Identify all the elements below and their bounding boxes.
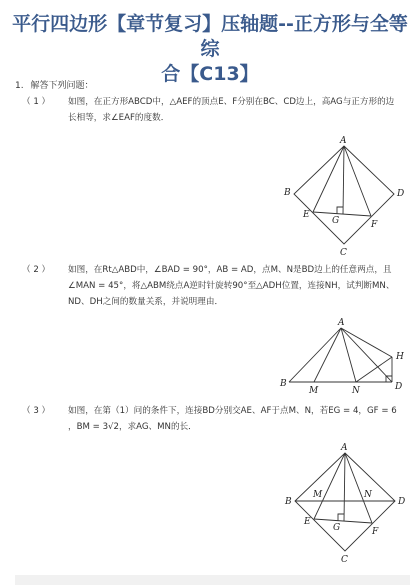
part-3-line-1: 如图，在第（1）问的条件下，连接BD分别交AE、AF于点M、N，若EG = 4，GF = 6 [68, 406, 397, 416]
fig1-label-g: G [332, 216, 340, 226]
fig1-line-ef [313, 212, 371, 216]
fig3-label-c: C [341, 555, 348, 565]
fig2-label-a: A [338, 318, 345, 328]
part-2-line-2: ∠MAN = 45°，将△ABM绕点A逆时针旋转90°至△ADH位置，连接NH，试判断MN、 [68, 281, 395, 291]
fig1-line-ag [343, 146, 344, 214]
part-1-label: （ 1 ） [22, 97, 51, 107]
fig3-label-d: D [398, 497, 406, 507]
fig2-line-nh [356, 357, 392, 382]
fig3-line-ae [314, 453, 345, 519]
question-number: 1. [15, 81, 24, 91]
fig1-label-d: D [397, 189, 405, 199]
page-title [10, 12, 410, 87]
fig2-label-m: M [309, 386, 319, 396]
part-3-label: （ 3 ） [22, 406, 51, 416]
part-2 [22, 262, 414, 310]
fig3-line-ef [314, 519, 372, 523]
part-1-line-1: 如图，在正方形ABCD中，△AEF的顶点E、F分别在BC、CD边上，高AG与正方形的边 [68, 97, 395, 107]
fig3-label-n: N [364, 490, 372, 500]
fig2-line-ab [289, 328, 341, 382]
part-2-label: （ 2 ） [22, 265, 51, 275]
part-1 [22, 94, 414, 126]
fig1-label-c: C [340, 248, 347, 258]
part-3-line-2: ，BM = 3√2，求AG、MN的长． [68, 422, 197, 432]
fig3-label-e: E [304, 517, 311, 527]
fig3-label-a: A [341, 443, 348, 453]
fig2-label-h: H [396, 352, 404, 362]
fig2-line-am [314, 328, 341, 382]
fig3-label-f: F [372, 527, 379, 537]
fig1-label-a: A [340, 136, 347, 146]
fig1-label-e: E [303, 210, 310, 220]
title-line-1: 平行四边形【章节复习】压轴题--正方形与全等综 [12, 13, 408, 60]
fig2-label-d: D [395, 382, 403, 392]
fig3-line-af [345, 453, 372, 523]
part-2-line-3: ND、DH之间的数量关系，并说明理由． [68, 297, 224, 307]
figure-1 [282, 134, 412, 258]
fig1-right-angle [337, 207, 343, 214]
fig1-label-b: B [284, 188, 291, 198]
question-header [15, 78, 93, 91]
part-1-line-2: 长相等，求∠EAF的度数． [68, 113, 170, 123]
fig2-line-ah [341, 328, 392, 357]
fig3-label-m: M [313, 490, 323, 500]
fig2-label-b: B [280, 379, 287, 389]
question-prompt: 解答下列问题： [30, 81, 94, 91]
fig1-label-f: F [371, 220, 378, 230]
part-3 [22, 403, 414, 435]
fig3-line-ag [344, 453, 345, 521]
figure-2 [278, 316, 410, 398]
fig1-line-ae [313, 146, 344, 212]
part-2-line-1: 如图，在Rt△ABD中，∠BAD = 90°，AB = AD，点M、N是BD边上的任意两点，且 [68, 265, 392, 275]
fig3-right-angle [338, 514, 344, 521]
fig3-label-b: B [285, 497, 292, 507]
fig3-label-g: G [333, 523, 341, 533]
fig2-label-n: N [352, 386, 360, 396]
figure-3 [282, 441, 412, 565]
title-line-2: 合【C13】 [161, 63, 259, 85]
fig1-line-af [344, 146, 371, 216]
footer-bar [15, 575, 410, 585]
